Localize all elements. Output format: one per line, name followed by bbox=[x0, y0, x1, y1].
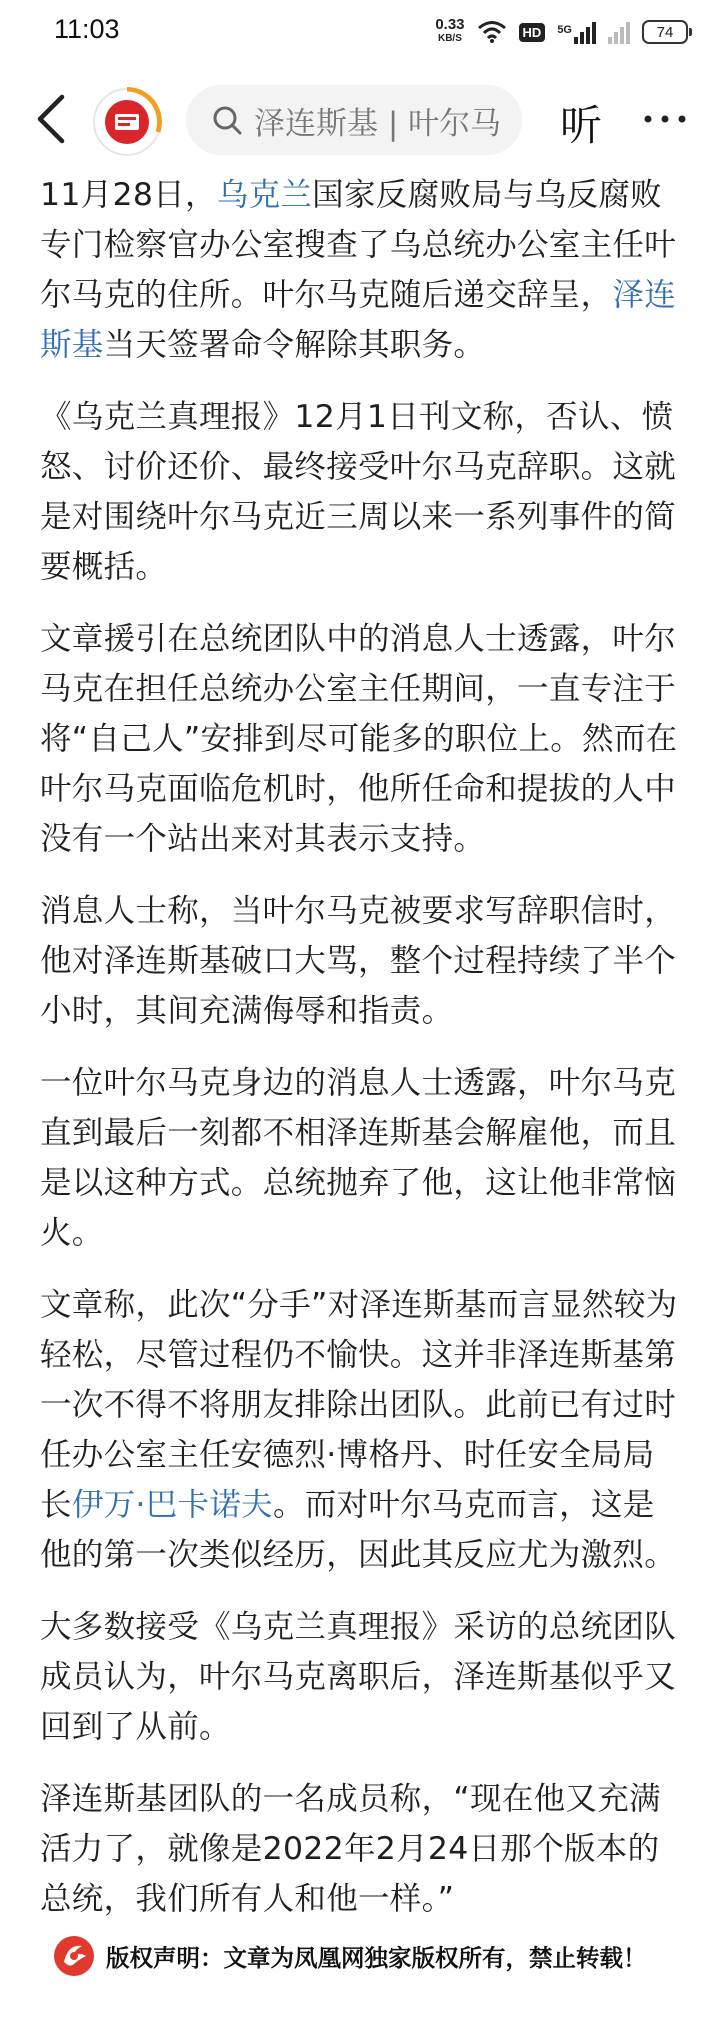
article-paragraph-1 bbox=[40, 170, 684, 370]
link-zelensky[interactable]: 泽连斯基 bbox=[40, 277, 677, 363]
search-bar[interactable] bbox=[186, 85, 522, 155]
article-paragraph-8: 泽连斯基团队的一名成员称，“现在他又充满活力了，就像是2022年2月24日那个版本的总统，我们所有人和他一样。” bbox=[40, 1781, 661, 1917]
article-paragraph-6 bbox=[40, 1280, 684, 1580]
network-speed-unit: KB/S bbox=[437, 33, 462, 44]
battery-level: 74 bbox=[656, 23, 674, 41]
paragraph-text: 。而对叶尔马克而言，这是他的第一次类似经历，因此其反应尤为激烈。 bbox=[40, 1487, 677, 1573]
link-ivan-bakanov[interactable]: 伊万·巴卡诺夫 bbox=[71, 1487, 273, 1523]
copyright-text: 版权声明：文章为凤凰网独家版权所有，禁止转载！ bbox=[106, 1944, 647, 1972]
fenghuang-logo-icon bbox=[52, 1934, 96, 1978]
top-nav bbox=[0, 75, 720, 165]
back-arrow-icon[interactable] bbox=[30, 91, 74, 147]
article-body bbox=[40, 170, 684, 1946]
paragraph-text: 国家反腐败局与乌反腐败专门检察官办公室搜查了乌总统办公室主任叶尔马克的住所。叶尔马克随后递交辞呈， bbox=[40, 177, 677, 313]
status-bar bbox=[0, 0, 720, 64]
search-icon bbox=[212, 105, 242, 135]
article-paragraph-3: 文章援引在总统团队中的消息人士透露，叶尔马克在担任总统办公室主任期间，一直专注于将“自己人”安排到尽可能多的职位上。然而在叶尔马克面临危机时，他所任命和提拔的人中没有一个站出来对其表示支持。 bbox=[40, 621, 678, 857]
more-icon[interactable] bbox=[640, 97, 690, 141]
battery-icon bbox=[642, 20, 688, 44]
article-paragraph-7: 大多数接受《乌克兰真理报》采访的总统团队成员认为，叶尔马克离职后，泽连斯基似乎又回到了从前。 bbox=[40, 1609, 677, 1745]
fenghuang-app-logo[interactable] bbox=[92, 87, 162, 157]
search-query-text: 泽连斯基 | 叶尔马 bbox=[254, 105, 502, 142]
wifi-icon bbox=[477, 20, 507, 44]
article-paragraph-4: 消息人士称，当叶尔马克被要求写辞职信时，他对泽连斯基破口大骂，整个过程持续了半个小时，其间充满侮辱和指责。 bbox=[40, 893, 677, 1029]
signal-5g-icon bbox=[557, 20, 596, 44]
listen-button[interactable]: 听 bbox=[560, 101, 603, 150]
network-speed-value: 0.33 bbox=[435, 16, 465, 33]
status-time: 11:03 bbox=[54, 14, 120, 44]
status-icons bbox=[435, 14, 688, 50]
article-paragraph-5: 一位叶尔马克身边的消息人士透露，叶尔马克直到最后一刻都不相泽连斯基会解雇他，而且是以这种方式。总统抛弃了他，这让他非常恼火。 bbox=[40, 1065, 677, 1251]
bottom-spacer bbox=[0, 1992, 720, 2020]
signal-5g-label: 5G bbox=[557, 24, 572, 36]
hd-badge: HD bbox=[519, 23, 546, 42]
paragraph-text: 11月28日， bbox=[40, 177, 217, 213]
paragraph-text: 文章称，此次“分手”对泽连斯基而言显然较为轻松，尽管过程仍不愉快。这并非泽连斯基第一次不得不将朋友排除出团队。此前已有过时任办公室主任安德烈·博格丹、时任安全局局长 bbox=[40, 1287, 678, 1523]
network-speed bbox=[435, 18, 464, 46]
link-ukraine[interactable]: 乌克兰 bbox=[216, 177, 313, 213]
copyright-notice bbox=[52, 1928, 692, 1984]
paragraph-text: 当天签署命令解除其职务。 bbox=[103, 327, 486, 363]
signal-icon bbox=[608, 20, 630, 44]
article-paragraph-2: 《乌克兰真理报》12月1日刊文称，否认、愤怒、讨价还价、最终接受叶尔马克辞职。这就是对围绕叶尔马克近三周以来一系列事件的简要概括。 bbox=[40, 399, 677, 585]
